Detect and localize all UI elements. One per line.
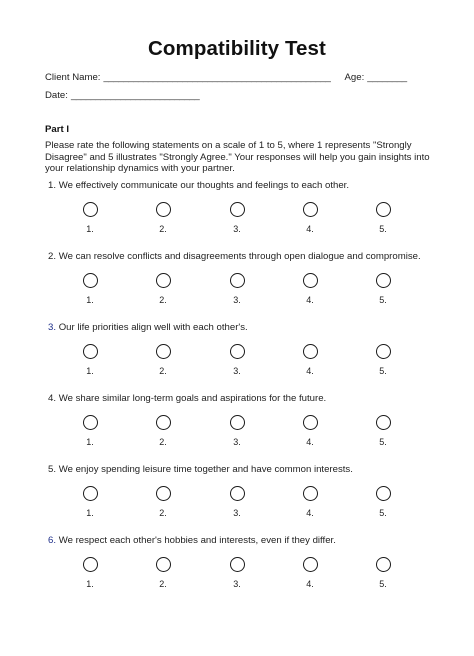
question-text bbox=[48, 180, 448, 191]
rating-label: 1. bbox=[86, 579, 94, 589]
date-field[interactable]: __________________________ bbox=[70, 90, 200, 101]
question-number: 2. bbox=[48, 251, 57, 262]
question-statement: We respect each other's hobbies and interests, even if they differ. bbox=[58, 535, 336, 546]
rating-label: 4. bbox=[306, 579, 314, 589]
rating-option-5 bbox=[368, 273, 398, 305]
radio-button[interactable] bbox=[83, 202, 98, 217]
rating-label: 3. bbox=[233, 579, 241, 589]
question-number: 3. bbox=[48, 322, 57, 333]
radio-button[interactable] bbox=[156, 344, 171, 359]
radio-button[interactable] bbox=[156, 202, 171, 217]
rating-label: 4. bbox=[306, 366, 314, 376]
question-statement: We enjoy spending leisure time together and have common interests. bbox=[58, 464, 353, 475]
rating-option-2 bbox=[148, 344, 178, 376]
radio-button[interactable] bbox=[83, 415, 98, 430]
age-field[interactable]: ________ bbox=[367, 72, 407, 83]
radio-button[interactable] bbox=[83, 273, 98, 288]
radio-button[interactable] bbox=[376, 273, 391, 288]
question-statement: Our life priorities align well with each other's. bbox=[58, 322, 248, 333]
rating-label: 2. bbox=[159, 508, 167, 518]
question-number: 1. bbox=[48, 180, 57, 191]
instructions-text: Please rate the following statements on a scale of 1 to 5, where 1 represents "Strongly Disagree" and 5 illustrates "Strongly Agree." Your responses will help you gain insights into your relationship dynamics with your partner. bbox=[45, 140, 430, 175]
rating-options bbox=[48, 557, 448, 597]
rating-label: 5. bbox=[379, 579, 387, 589]
rating-option-5 bbox=[368, 344, 398, 376]
radio-button[interactable] bbox=[376, 557, 391, 572]
question-number: 4. bbox=[48, 393, 57, 404]
rating-label: 2. bbox=[159, 579, 167, 589]
part-heading: Part I bbox=[45, 124, 69, 135]
rating-option-4 bbox=[295, 344, 325, 376]
question-number: 6. bbox=[48, 535, 57, 546]
rating-options bbox=[48, 415, 448, 455]
rating-options bbox=[48, 486, 448, 526]
question-text bbox=[48, 322, 448, 333]
radio-button[interactable] bbox=[376, 202, 391, 217]
page-title: Compatibility Test bbox=[148, 37, 326, 60]
question-6 bbox=[48, 535, 448, 589]
rating-label: 4. bbox=[306, 224, 314, 234]
rating-option-1 bbox=[75, 273, 105, 305]
radio-button[interactable] bbox=[303, 344, 318, 359]
rating-option-3 bbox=[222, 486, 252, 518]
rating-option-1 bbox=[75, 557, 105, 589]
radio-button[interactable] bbox=[156, 486, 171, 501]
radio-button[interactable] bbox=[156, 273, 171, 288]
radio-button[interactable] bbox=[230, 344, 245, 359]
rating-option-3 bbox=[222, 273, 252, 305]
radio-button[interactable] bbox=[230, 557, 245, 572]
rating-label: 3. bbox=[233, 224, 241, 234]
rating-option-2 bbox=[148, 415, 178, 447]
date-label: Date: bbox=[45, 90, 68, 101]
question-number: 5. bbox=[48, 464, 57, 475]
rating-options bbox=[48, 273, 448, 313]
rating-options bbox=[48, 202, 448, 242]
rating-label: 2. bbox=[159, 224, 167, 234]
rating-option-4 bbox=[295, 557, 325, 589]
radio-button[interactable] bbox=[303, 415, 318, 430]
rating-option-3 bbox=[222, 415, 252, 447]
rating-label: 5. bbox=[379, 224, 387, 234]
rating-label: 4. bbox=[306, 437, 314, 447]
date-row bbox=[45, 90, 199, 101]
radio-button[interactable] bbox=[376, 486, 391, 501]
radio-button[interactable] bbox=[230, 486, 245, 501]
rating-option-4 bbox=[295, 273, 325, 305]
rating-label: 5. bbox=[379, 437, 387, 447]
rating-label: 1. bbox=[86, 508, 94, 518]
rating-label: 5. bbox=[379, 508, 387, 518]
rating-label: 2. bbox=[159, 295, 167, 305]
rating-option-2 bbox=[148, 202, 178, 234]
question-text bbox=[48, 464, 448, 475]
radio-button[interactable] bbox=[303, 202, 318, 217]
radio-button[interactable] bbox=[83, 486, 98, 501]
client-name-label: Client Name: bbox=[45, 72, 101, 83]
question-2 bbox=[48, 251, 448, 305]
client-name-field[interactable]: ______________________________________________ bbox=[103, 72, 331, 83]
rating-label: 1. bbox=[86, 437, 94, 447]
rating-label: 5. bbox=[379, 366, 387, 376]
rating-option-3 bbox=[222, 202, 252, 234]
question-4 bbox=[48, 393, 448, 447]
rating-option-3 bbox=[222, 344, 252, 376]
radio-button[interactable] bbox=[303, 557, 318, 572]
rating-option-5 bbox=[368, 486, 398, 518]
rating-option-1 bbox=[75, 415, 105, 447]
rating-option-2 bbox=[148, 486, 178, 518]
radio-button[interactable] bbox=[303, 486, 318, 501]
rating-option-3 bbox=[222, 557, 252, 589]
radio-button[interactable] bbox=[303, 273, 318, 288]
radio-button[interactable] bbox=[376, 415, 391, 430]
question-statement: We share similar long-term goals and aspirations for the future. bbox=[58, 393, 327, 404]
radio-button[interactable] bbox=[83, 344, 98, 359]
question-1 bbox=[48, 180, 448, 234]
rating-label: 3. bbox=[233, 295, 241, 305]
radio-button[interactable] bbox=[83, 557, 98, 572]
question-statement: We effectively communicate our thoughts and feelings to each other. bbox=[58, 180, 349, 191]
radio-button[interactable] bbox=[230, 415, 245, 430]
radio-button[interactable] bbox=[156, 415, 171, 430]
rating-label: 4. bbox=[306, 508, 314, 518]
rating-option-1 bbox=[75, 344, 105, 376]
rating-label: 4. bbox=[306, 295, 314, 305]
question-5 bbox=[48, 464, 448, 518]
rating-option-5 bbox=[368, 415, 398, 447]
rating-label: 1. bbox=[86, 295, 94, 305]
rating-label: 1. bbox=[86, 366, 94, 376]
rating-label: 5. bbox=[379, 295, 387, 305]
rating-label: 3. bbox=[233, 366, 241, 376]
question-text bbox=[48, 251, 448, 262]
question-text bbox=[48, 535, 448, 546]
rating-option-5 bbox=[368, 557, 398, 589]
age-label: Age: bbox=[344, 72, 365, 83]
radio-button[interactable] bbox=[376, 344, 391, 359]
rating-option-5 bbox=[368, 202, 398, 234]
rating-label: 2. bbox=[159, 437, 167, 447]
question-text bbox=[48, 393, 448, 404]
rating-option-4 bbox=[295, 415, 325, 447]
radio-button[interactable] bbox=[230, 273, 245, 288]
radio-button[interactable] bbox=[156, 557, 171, 572]
rating-option-2 bbox=[148, 557, 178, 589]
question-3 bbox=[48, 322, 448, 376]
radio-button[interactable] bbox=[230, 202, 245, 217]
rating-option-1 bbox=[75, 486, 105, 518]
question-statement: We can resolve conflicts and disagreements through open dialogue and compromise. bbox=[58, 251, 421, 262]
rating-option-4 bbox=[295, 202, 325, 234]
rating-label: 3. bbox=[233, 508, 241, 518]
rating-options bbox=[48, 344, 448, 384]
client-info-row bbox=[45, 72, 407, 83]
rating-option-4 bbox=[295, 486, 325, 518]
rating-label: 2. bbox=[159, 366, 167, 376]
rating-option-2 bbox=[148, 273, 178, 305]
rating-option-1 bbox=[75, 202, 105, 234]
rating-label: 1. bbox=[86, 224, 94, 234]
rating-label: 3. bbox=[233, 437, 241, 447]
